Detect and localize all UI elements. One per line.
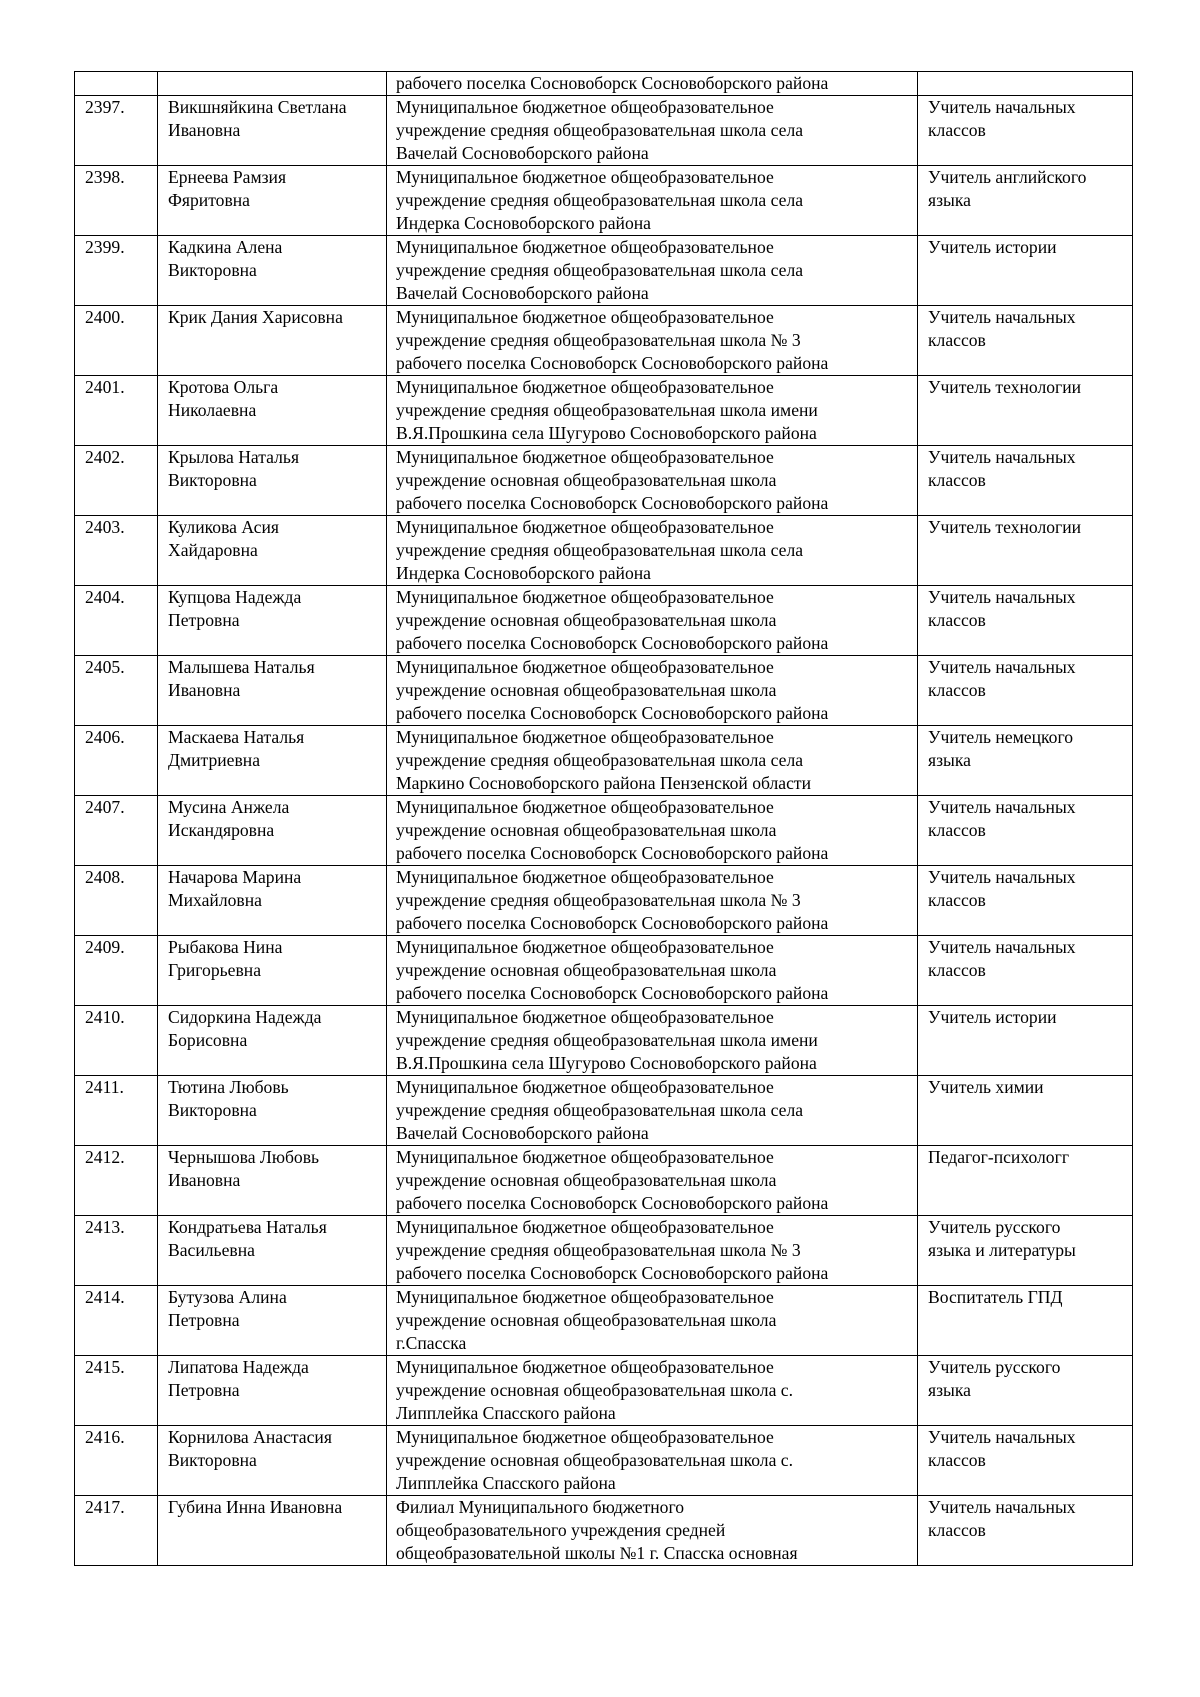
- cell-organization: Филиал Муниципального бюджетного общеобразовательного учреждения средней общеобразовательной школы №1 г. Спасска основная: [387, 1496, 918, 1566]
- cell-number: [75, 72, 158, 96]
- cell-organization: Муниципальное бюджетное общеобразовательное учреждение средняя общеобразовательная школа села Маркино Сосновоборского района Пензенской области: [387, 726, 918, 796]
- cell-position: Учитель начальных классов: [918, 1496, 1133, 1566]
- cell-position: [918, 72, 1133, 96]
- cell-number: 2413.: [75, 1216, 158, 1286]
- cell-organization: Муниципальное бюджетное общеобразовательное учреждение основная общеобразовательная школа рабочего поселка Сосновоборск Сосновоборского района: [387, 656, 918, 726]
- cell-position: Учитель технологии: [918, 376, 1133, 446]
- cell-organization: Муниципальное бюджетное общеобразовательное учреждение средняя общеобразовательная школа села Вачелай Сосновоборского района: [387, 1076, 918, 1146]
- cell-position: Учитель истории: [918, 236, 1133, 306]
- cell-organization: Муниципальное бюджетное общеобразовательное учреждение основная общеобразовательная школа с. Липплейка Спасского района: [387, 1426, 918, 1496]
- cell-number: 2400.: [75, 306, 158, 376]
- table-row: [75, 446, 1133, 516]
- cell-position: Учитель начальных классов: [918, 796, 1133, 866]
- table-row: [75, 1006, 1133, 1076]
- table-row: [75, 166, 1133, 236]
- table-row: [75, 236, 1133, 306]
- cell-organization: Муниципальное бюджетное общеобразовательное учреждение основная общеобразовательная школа рабочего поселка Сосновоборск Сосновоборского района: [387, 586, 918, 656]
- table-row: [75, 586, 1133, 656]
- table-row: [75, 656, 1133, 726]
- cell-number: 2404.: [75, 586, 158, 656]
- table-row: [75, 1076, 1133, 1146]
- cell-number: 2417.: [75, 1496, 158, 1566]
- table-row: [75, 1496, 1133, 1566]
- cell-name: Рыбакова Нина Григорьевна: [158, 936, 387, 1006]
- cell-number: 2397.: [75, 96, 158, 166]
- cell-organization: Муниципальное бюджетное общеобразовательное учреждение основная общеобразовательная школа с. Липплейка Спасского района: [387, 1356, 918, 1426]
- cell-organization: Муниципальное бюджетное общеобразовательное учреждение средняя общеобразовательная школа села Индерка Сосновоборского района: [387, 166, 918, 236]
- cell-number: 2410.: [75, 1006, 158, 1076]
- cell-position: Учитель начальных классов: [918, 656, 1133, 726]
- cell-organization: Муниципальное бюджетное общеобразовательное учреждение средняя общеобразовательная школа № 3 рабочего поселка Сосновоборск Сосновоборского района: [387, 1216, 918, 1286]
- cell-name: Липатова Надежда Петровна: [158, 1356, 387, 1426]
- cell-name: Крик Дания Харисовна: [158, 306, 387, 376]
- cell-number: 2416.: [75, 1426, 158, 1496]
- cell-name: Сидоркина Надежда Борисовна: [158, 1006, 387, 1076]
- cell-name: Бутузова Алина Петровна: [158, 1286, 387, 1356]
- cell-position: Педагог-психологг: [918, 1146, 1133, 1216]
- table-row: [75, 1146, 1133, 1216]
- cell-number: 2414.: [75, 1286, 158, 1356]
- table-row: [75, 1286, 1133, 1356]
- staff-table-body: [75, 72, 1133, 1566]
- cell-position: Учитель истории: [918, 1006, 1133, 1076]
- cell-name: Начарова Марина Михайловна: [158, 866, 387, 936]
- table-row: [75, 376, 1133, 446]
- cell-organization: Муниципальное бюджетное общеобразовательное учреждение средняя общеобразовательная школа села Вачелай Сосновоборского района: [387, 96, 918, 166]
- cell-number: 2412.: [75, 1146, 158, 1216]
- cell-name: Викшняйкина Светлана Ивановна: [158, 96, 387, 166]
- cell-organization: Муниципальное бюджетное общеобразовательное учреждение основная общеобразовательная школа рабочего поселка Сосновоборск Сосновоборского района: [387, 446, 918, 516]
- table-row: [75, 516, 1133, 586]
- cell-position: Учитель русского языка: [918, 1356, 1133, 1426]
- cell-name: Кадкина Алена Викторовна: [158, 236, 387, 306]
- cell-name: Кротова Ольга Николаевна: [158, 376, 387, 446]
- table-row: [75, 866, 1133, 936]
- cell-number: 2409.: [75, 936, 158, 1006]
- cell-position: Учитель английского языка: [918, 166, 1133, 236]
- cell-name: Крылова Наталья Викторовна: [158, 446, 387, 516]
- cell-position: Учитель начальных классов: [918, 586, 1133, 656]
- cell-number: 2406.: [75, 726, 158, 796]
- cell-position: Учитель русского языка и литературы: [918, 1216, 1133, 1286]
- table-row: [75, 726, 1133, 796]
- cell-name: Кондратьева Наталья Васильевна: [158, 1216, 387, 1286]
- cell-name: Малышева Наталья Ивановна: [158, 656, 387, 726]
- table-row: [75, 1426, 1133, 1496]
- cell-name: Мусина Анжела Искандяровна: [158, 796, 387, 866]
- cell-name: Губина Инна Ивановна: [158, 1496, 387, 1566]
- cell-number: 2403.: [75, 516, 158, 586]
- cell-position: Учитель начальных классов: [918, 96, 1133, 166]
- cell-number: 2411.: [75, 1076, 158, 1146]
- cell-name: Тютина Любовь Викторовна: [158, 1076, 387, 1146]
- cell-position: Учитель немецкого языка: [918, 726, 1133, 796]
- table-row: [75, 936, 1133, 1006]
- cell-number: 2405.: [75, 656, 158, 726]
- cell-organization: Муниципальное бюджетное общеобразовательное учреждение средняя общеобразовательная школа имени В.Я.Прошкина села Шугурово Сосновоборского района: [387, 376, 918, 446]
- cell-number: 2398.: [75, 166, 158, 236]
- cell-name: Чернышова Любовь Ивановна: [158, 1146, 387, 1216]
- table-row: [75, 1356, 1133, 1426]
- cell-number: 2399.: [75, 236, 158, 306]
- cell-name: [158, 72, 387, 96]
- cell-position: Учитель начальных классов: [918, 446, 1133, 516]
- continuation-row: [75, 72, 1133, 96]
- cell-number: 2408.: [75, 866, 158, 936]
- cell-name: Купцова Надежда Петровна: [158, 586, 387, 656]
- cell-position: Учитель химии: [918, 1076, 1133, 1146]
- cell-organization: Муниципальное бюджетное общеобразовательное учреждение основная общеобразовательная школа рабочего поселка Сосновоборск Сосновоборского района: [387, 796, 918, 866]
- cell-name: Маскаева Наталья Дмитриевна: [158, 726, 387, 796]
- cell-position: Воспитатель ГПД: [918, 1286, 1133, 1356]
- cell-number: 2415.: [75, 1356, 158, 1426]
- table-row: [75, 796, 1133, 866]
- cell-organization: Муниципальное бюджетное общеобразовательное учреждение основная общеобразовательная школа г.Спасска: [387, 1286, 918, 1356]
- cell-position: Учитель начальных классов: [918, 306, 1133, 376]
- cell-position: Учитель начальных классов: [918, 1426, 1133, 1496]
- cell-organization: Муниципальное бюджетное общеобразовательное учреждение средняя общеобразовательная школа села Индерка Сосновоборского района: [387, 516, 918, 586]
- table-row: [75, 1216, 1133, 1286]
- cell-number: 2402.: [75, 446, 158, 516]
- cell-position: Учитель начальных классов: [918, 866, 1133, 936]
- table-row: [75, 306, 1133, 376]
- cell-number: 2407.: [75, 796, 158, 866]
- cell-organization: Муниципальное бюджетное общеобразовательное учреждение средняя общеобразовательная школа имени В.Я.Прошкина села Шугурово Сосновоборского района: [387, 1006, 918, 1076]
- cell-number: 2401.: [75, 376, 158, 446]
- staff-table: [74, 71, 1133, 1566]
- table-row: [75, 96, 1133, 166]
- cell-position: Учитель начальных классов: [918, 936, 1133, 1006]
- cell-organization: Муниципальное бюджетное общеобразовательное учреждение средняя общеобразовательная школа № 3 рабочего поселка Сосновоборск Сосновоборского района: [387, 866, 918, 936]
- cell-organization: Муниципальное бюджетное общеобразовательное учреждение средняя общеобразовательная школа села Вачелай Сосновоборского района: [387, 236, 918, 306]
- cell-organization: Муниципальное бюджетное общеобразовательное учреждение основная общеобразовательная школа рабочего поселка Сосновоборск Сосновоборского района: [387, 936, 918, 1006]
- cell-organization: Муниципальное бюджетное общеобразовательное учреждение основная общеобразовательная школа рабочего поселка Сосновоборск Сосновоборского района: [387, 1146, 918, 1216]
- cell-name: Корнилова Анастасия Викторовна: [158, 1426, 387, 1496]
- cell-organization: рабочего поселка Сосновоборск Сосновоборского района: [387, 72, 918, 96]
- cell-name: Ернеева Рамзия Фяритовна: [158, 166, 387, 236]
- cell-organization: Муниципальное бюджетное общеобразовательное учреждение средняя общеобразовательная школа № 3 рабочего поселка Сосновоборск Сосновоборского района: [387, 306, 918, 376]
- cell-position: Учитель технологии: [918, 516, 1133, 586]
- cell-name: Куликова Асия Хайдаровна: [158, 516, 387, 586]
